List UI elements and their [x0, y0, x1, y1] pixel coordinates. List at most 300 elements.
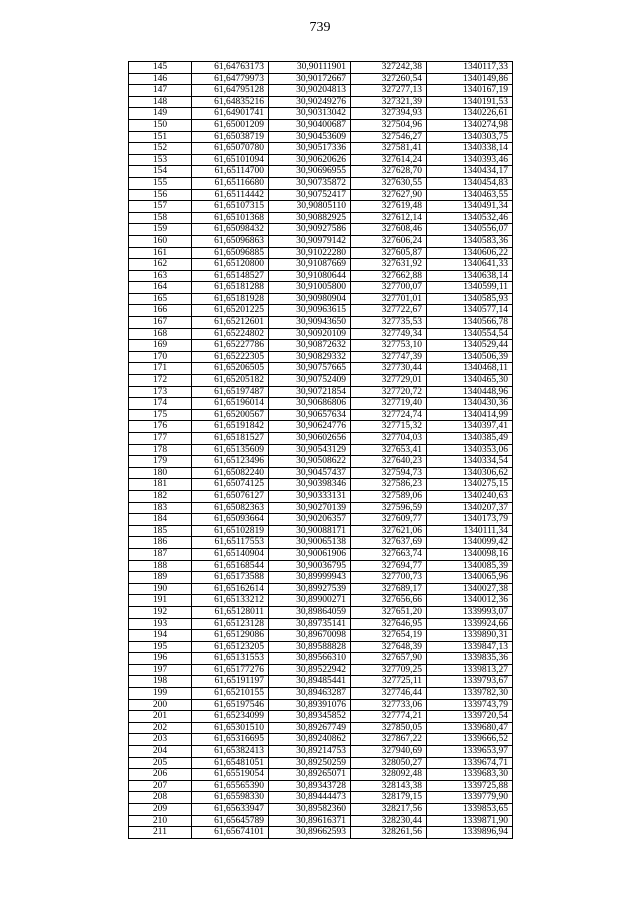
- table-row: [129, 548, 513, 560]
- y-coordinate-cell: 1340207,37: [427, 502, 513, 514]
- point-number-cell: 164: [129, 282, 192, 294]
- point-number-cell: 184: [129, 514, 192, 526]
- longitude-cell: 30,90920109: [269, 328, 351, 340]
- y-coordinate-cell: 1340491,34: [427, 201, 513, 213]
- x-coordinate-cell: 327850,05: [351, 722, 427, 734]
- point-number-cell: 186: [129, 537, 192, 549]
- y-coordinate-cell: 1339813,27: [427, 664, 513, 676]
- table-row: [129, 490, 513, 502]
- y-coordinate-cell: 1340430,36: [427, 398, 513, 410]
- x-coordinate-cell: 327733,06: [351, 699, 427, 711]
- table-row: [129, 363, 513, 375]
- longitude-cell: 30,91005800: [269, 282, 351, 294]
- table-row: [129, 699, 513, 711]
- y-coordinate-cell: 1339720,54: [427, 711, 513, 723]
- longitude-cell: 30,90508622: [269, 456, 351, 468]
- longitude-cell: 30,89444473: [269, 792, 351, 804]
- x-coordinate-cell: 327651,20: [351, 606, 427, 618]
- latitude-cell: 61,65114442: [192, 189, 269, 201]
- y-coordinate-cell: 1339853,65: [427, 804, 513, 816]
- latitude-cell: 61,65222305: [192, 351, 269, 363]
- latitude-cell: 61,64901741: [192, 108, 269, 120]
- longitude-cell: 30,90752417: [269, 189, 351, 201]
- y-coordinate-cell: 1339683,30: [427, 769, 513, 781]
- table-row: [129, 780, 513, 792]
- table-row: [129, 351, 513, 363]
- y-coordinate-cell: 1340465,30: [427, 375, 513, 387]
- table-row: [129, 386, 513, 398]
- point-number-cell: 167: [129, 317, 192, 329]
- y-coordinate-cell: 1339993,07: [427, 606, 513, 618]
- x-coordinate-cell: 327630,55: [351, 177, 427, 189]
- point-number-cell: 173: [129, 386, 192, 398]
- point-number-cell: 195: [129, 641, 192, 653]
- point-number-cell: 165: [129, 293, 192, 305]
- latitude-cell: 61,65074125: [192, 479, 269, 491]
- table-row: [129, 73, 513, 85]
- y-coordinate-cell: 1339743,79: [427, 699, 513, 711]
- point-number-cell: 202: [129, 722, 192, 734]
- y-coordinate-cell: 1339847,13: [427, 641, 513, 653]
- x-coordinate-cell: 327729,01: [351, 375, 427, 387]
- point-number-cell: 183: [129, 502, 192, 514]
- latitude-cell: 61,65301510: [192, 722, 269, 734]
- coordinates-table: [128, 61, 513, 839]
- point-number-cell: 194: [129, 630, 192, 642]
- x-coordinate-cell: 327700,73: [351, 572, 427, 584]
- y-coordinate-cell: 1340065,96: [427, 572, 513, 584]
- point-number-cell: 171: [129, 363, 192, 375]
- table-row: [129, 154, 513, 166]
- table-row: [129, 421, 513, 433]
- longitude-cell: 30,90620626: [269, 154, 351, 166]
- table-row: [129, 270, 513, 282]
- latitude-cell: 61,65114700: [192, 166, 269, 178]
- longitude-cell: 30,90088171: [269, 525, 351, 537]
- y-coordinate-cell: 1340117,33: [427, 62, 513, 74]
- longitude-cell: 30,91087669: [269, 259, 351, 271]
- point-number-cell: 175: [129, 409, 192, 421]
- table-row: [129, 201, 513, 213]
- point-number-cell: 210: [129, 815, 192, 827]
- latitude-cell: 61,65645789: [192, 815, 269, 827]
- longitude-cell: 30,90882925: [269, 212, 351, 224]
- x-coordinate-cell: 328217,56: [351, 804, 427, 816]
- y-coordinate-cell: 1339835,36: [427, 653, 513, 665]
- y-coordinate-cell: 1340532,46: [427, 212, 513, 224]
- x-coordinate-cell: 328092,48: [351, 769, 427, 781]
- latitude-cell: 61,65101368: [192, 212, 269, 224]
- longitude-cell: 30,90980904: [269, 293, 351, 305]
- point-number-cell: 198: [129, 676, 192, 688]
- point-number-cell: 188: [129, 560, 192, 572]
- y-coordinate-cell: 1340275,15: [427, 479, 513, 491]
- latitude-cell: 61,65082240: [192, 467, 269, 479]
- latitude-cell: 61,65070780: [192, 143, 269, 155]
- table-row: [129, 409, 513, 421]
- latitude-cell: 61,65082363: [192, 502, 269, 514]
- latitude-cell: 61,65168544: [192, 560, 269, 572]
- x-coordinate-cell: 327260,54: [351, 73, 427, 85]
- x-coordinate-cell: 327719,40: [351, 398, 427, 410]
- point-number-cell: 200: [129, 699, 192, 711]
- latitude-cell: 61,65196014: [192, 398, 269, 410]
- y-coordinate-cell: 1340638,14: [427, 270, 513, 282]
- table-row: [129, 282, 513, 294]
- latitude-cell: 61,65191197: [192, 676, 269, 688]
- point-number-cell: 192: [129, 606, 192, 618]
- longitude-cell: 30,89999943: [269, 572, 351, 584]
- x-coordinate-cell: 327321,39: [351, 96, 427, 108]
- y-coordinate-cell: 1340012,36: [427, 595, 513, 607]
- latitude-cell: 61,65633947: [192, 804, 269, 816]
- point-number-cell: 166: [129, 305, 192, 317]
- table-row: [129, 583, 513, 595]
- point-number-cell: 199: [129, 688, 192, 700]
- y-coordinate-cell: 1340434,17: [427, 166, 513, 178]
- longitude-cell: 30,90398346: [269, 479, 351, 491]
- longitude-cell: 30,89522942: [269, 664, 351, 676]
- latitude-cell: 61,65101094: [192, 154, 269, 166]
- x-coordinate-cell: 327581,41: [351, 143, 427, 155]
- longitude-cell: 30,90270139: [269, 502, 351, 514]
- latitude-cell: 61,65173588: [192, 572, 269, 584]
- longitude-cell: 30,89735141: [269, 618, 351, 630]
- point-number-cell: 154: [129, 166, 192, 178]
- table-row: [129, 560, 513, 572]
- y-coordinate-cell: 1340027,38: [427, 583, 513, 595]
- y-coordinate-cell: 1340099,42: [427, 537, 513, 549]
- longitude-cell: 30,89616371: [269, 815, 351, 827]
- point-number-cell: 201: [129, 711, 192, 723]
- x-coordinate-cell: 328143,38: [351, 780, 427, 792]
- y-coordinate-cell: 1340274,98: [427, 119, 513, 131]
- point-number-cell: 158: [129, 212, 192, 224]
- latitude-cell: 61,65123128: [192, 618, 269, 630]
- x-coordinate-cell: 327774,21: [351, 711, 427, 723]
- longitude-cell: 30,89566310: [269, 653, 351, 665]
- table-row: [129, 166, 513, 178]
- point-number-cell: 190: [129, 583, 192, 595]
- x-coordinate-cell: 327606,24: [351, 235, 427, 247]
- y-coordinate-cell: 1340085,39: [427, 560, 513, 572]
- longitude-cell: 30,90927586: [269, 224, 351, 236]
- latitude-cell: 61,65120800: [192, 259, 269, 271]
- table-row: [129, 189, 513, 201]
- longitude-cell: 30,89214753: [269, 746, 351, 758]
- latitude-cell: 61,65128011: [192, 606, 269, 618]
- latitude-cell: 61,65076127: [192, 490, 269, 502]
- table-row: [129, 618, 513, 630]
- longitude-cell: 30,90686806: [269, 398, 351, 410]
- y-coordinate-cell: 1340303,75: [427, 131, 513, 143]
- point-number-cell: 182: [129, 490, 192, 502]
- y-coordinate-cell: 1340397,41: [427, 421, 513, 433]
- table-row: [129, 734, 513, 746]
- x-coordinate-cell: 327654,19: [351, 630, 427, 642]
- longitude-cell: 30,89250259: [269, 757, 351, 769]
- point-number-cell: 177: [129, 433, 192, 445]
- y-coordinate-cell: 1339871,90: [427, 815, 513, 827]
- longitude-cell: 30,89588828: [269, 641, 351, 653]
- x-coordinate-cell: 327867,22: [351, 734, 427, 746]
- table-row: [129, 525, 513, 537]
- x-coordinate-cell: 327715,32: [351, 421, 427, 433]
- point-number-cell: 160: [129, 235, 192, 247]
- latitude-cell: 61,65181928: [192, 293, 269, 305]
- y-coordinate-cell: 1339725,88: [427, 780, 513, 792]
- table-row: [129, 143, 513, 155]
- point-number-cell: 148: [129, 96, 192, 108]
- latitude-cell: 61,65098432: [192, 224, 269, 236]
- x-coordinate-cell: 327720,72: [351, 386, 427, 398]
- y-coordinate-cell: 1340173,79: [427, 514, 513, 526]
- table-row: [129, 247, 513, 259]
- latitude-cell: 61,65140904: [192, 548, 269, 560]
- table-row: [129, 433, 513, 445]
- latitude-cell: 61,65131553: [192, 653, 269, 665]
- x-coordinate-cell: 327694,77: [351, 560, 427, 572]
- x-coordinate-cell: 327662,88: [351, 270, 427, 282]
- latitude-cell: 61,65316695: [192, 734, 269, 746]
- table-row: [129, 444, 513, 456]
- point-number-cell: 185: [129, 525, 192, 537]
- y-coordinate-cell: 1340334,54: [427, 456, 513, 468]
- y-coordinate-cell: 1340585,93: [427, 293, 513, 305]
- x-coordinate-cell: 327612,14: [351, 212, 427, 224]
- y-coordinate-cell: 1340111,34: [427, 525, 513, 537]
- latitude-cell: 61,65181288: [192, 282, 269, 294]
- y-coordinate-cell: 1340599,11: [427, 282, 513, 294]
- x-coordinate-cell: 327735,53: [351, 317, 427, 329]
- latitude-cell: 61,65162614: [192, 583, 269, 595]
- longitude-cell: 30,90757665: [269, 363, 351, 375]
- longitude-cell: 30,90624776: [269, 421, 351, 433]
- x-coordinate-cell: 327586,23: [351, 479, 427, 491]
- x-coordinate-cell: 327657,90: [351, 653, 427, 665]
- point-number-cell: 209: [129, 804, 192, 816]
- point-number-cell: 178: [129, 444, 192, 456]
- longitude-cell: 30,90872632: [269, 340, 351, 352]
- point-number-cell: 204: [129, 746, 192, 758]
- latitude-cell: 61,65038719: [192, 131, 269, 143]
- x-coordinate-cell: 327746,44: [351, 688, 427, 700]
- point-number-cell: 174: [129, 398, 192, 410]
- table-row: [129, 537, 513, 549]
- table-row: [129, 235, 513, 247]
- y-coordinate-cell: 1340385,49: [427, 433, 513, 445]
- y-coordinate-cell: 1340338,14: [427, 143, 513, 155]
- y-coordinate-cell: 1340226,61: [427, 108, 513, 120]
- point-number-cell: 181: [129, 479, 192, 491]
- y-coordinate-cell: 1339896,94: [427, 827, 513, 839]
- x-coordinate-cell: 327646,95: [351, 618, 427, 630]
- latitude-cell: 61,65200567: [192, 409, 269, 421]
- longitude-cell: 30,89345852: [269, 711, 351, 723]
- point-number-cell: 157: [129, 201, 192, 213]
- latitude-cell: 61,64763173: [192, 62, 269, 74]
- latitude-cell: 61,65197546: [192, 699, 269, 711]
- latitude-cell: 61,65382413: [192, 746, 269, 758]
- longitude-cell: 30,90333131: [269, 490, 351, 502]
- table-row: [129, 85, 513, 97]
- latitude-cell: 61,65205182: [192, 375, 269, 387]
- latitude-cell: 61,65148527: [192, 270, 269, 282]
- latitude-cell: 61,65181527: [192, 433, 269, 445]
- x-coordinate-cell: 327614,24: [351, 154, 427, 166]
- point-number-cell: 207: [129, 780, 192, 792]
- latitude-cell: 61,65481051: [192, 757, 269, 769]
- longitude-cell: 30,90453609: [269, 131, 351, 143]
- longitude-cell: 30,89267749: [269, 722, 351, 734]
- y-coordinate-cell: 1340454,83: [427, 177, 513, 189]
- table-row: [129, 804, 513, 816]
- y-coordinate-cell: 1339666,52: [427, 734, 513, 746]
- y-coordinate-cell: 1340191,53: [427, 96, 513, 108]
- y-coordinate-cell: 1340506,39: [427, 351, 513, 363]
- latitude-cell: 61,65201225: [192, 305, 269, 317]
- latitude-cell: 61,65123205: [192, 641, 269, 653]
- table-row: [129, 722, 513, 734]
- point-number-cell: 211: [129, 827, 192, 839]
- longitude-cell: 30,90517336: [269, 143, 351, 155]
- table-row: [129, 514, 513, 526]
- x-coordinate-cell: 327619,48: [351, 201, 427, 213]
- x-coordinate-cell: 327504,96: [351, 119, 427, 131]
- table-row: [129, 664, 513, 676]
- latitude-cell: 61,65224802: [192, 328, 269, 340]
- latitude-cell: 61,65674101: [192, 827, 269, 839]
- longitude-cell: 30,89927539: [269, 583, 351, 595]
- table-row: [129, 827, 513, 839]
- y-coordinate-cell: 1340566,78: [427, 317, 513, 329]
- longitude-cell: 30,91080644: [269, 270, 351, 282]
- table-row: [129, 96, 513, 108]
- point-number-cell: 152: [129, 143, 192, 155]
- y-coordinate-cell: 1340463,55: [427, 189, 513, 201]
- longitude-cell: 30,90829332: [269, 351, 351, 363]
- latitude-cell: 61,65519054: [192, 769, 269, 781]
- latitude-cell: 61,65133212: [192, 595, 269, 607]
- x-coordinate-cell: 327605,87: [351, 247, 427, 259]
- longitude-cell: 30,90963615: [269, 305, 351, 317]
- y-coordinate-cell: 1340306,62: [427, 467, 513, 479]
- table-row: [129, 293, 513, 305]
- table-row: [129, 572, 513, 584]
- table-row: [129, 630, 513, 642]
- table-row: [129, 792, 513, 804]
- longitude-cell: 30,90543129: [269, 444, 351, 456]
- point-number-cell: 155: [129, 177, 192, 189]
- point-number-cell: 197: [129, 664, 192, 676]
- y-coordinate-cell: 1340529,44: [427, 340, 513, 352]
- latitude-cell: 61,65123496: [192, 456, 269, 468]
- table-row: [129, 131, 513, 143]
- point-number-cell: 153: [129, 154, 192, 166]
- table-row: [129, 259, 513, 271]
- point-number-cell: 168: [129, 328, 192, 340]
- x-coordinate-cell: 327753,10: [351, 340, 427, 352]
- x-coordinate-cell: 327653,41: [351, 444, 427, 456]
- y-coordinate-cell: 1340468,11: [427, 363, 513, 375]
- point-number-cell: 156: [129, 189, 192, 201]
- x-coordinate-cell: 327640,23: [351, 456, 427, 468]
- table-row: [129, 711, 513, 723]
- y-coordinate-cell: 1340556,07: [427, 224, 513, 236]
- point-number-cell: 191: [129, 595, 192, 607]
- x-coordinate-cell: 328050,27: [351, 757, 427, 769]
- longitude-cell: 30,90065138: [269, 537, 351, 549]
- x-coordinate-cell: 327730,44: [351, 363, 427, 375]
- point-number-cell: 206: [129, 769, 192, 781]
- table-row: [129, 328, 513, 340]
- x-coordinate-cell: 327621,06: [351, 525, 427, 537]
- x-coordinate-cell: 327609,77: [351, 514, 427, 526]
- x-coordinate-cell: 328230,44: [351, 815, 427, 827]
- longitude-cell: 30,90400687: [269, 119, 351, 131]
- latitude-cell: 61,65234099: [192, 711, 269, 723]
- latitude-cell: 61,64835216: [192, 96, 269, 108]
- longitude-cell: 30,90602656: [269, 433, 351, 445]
- latitude-cell: 61,65093664: [192, 514, 269, 526]
- longitude-cell: 30,89265071: [269, 769, 351, 781]
- latitude-cell: 61,65102819: [192, 525, 269, 537]
- x-coordinate-cell: 327689,17: [351, 583, 427, 595]
- longitude-cell: 30,89485441: [269, 676, 351, 688]
- table-row: [129, 317, 513, 329]
- latitude-cell: 61,65001209: [192, 119, 269, 131]
- table-row: [129, 757, 513, 769]
- y-coordinate-cell: 1340353,06: [427, 444, 513, 456]
- y-coordinate-cell: 1340414,99: [427, 409, 513, 421]
- latitude-cell: 61,64795128: [192, 85, 269, 97]
- point-number-cell: 172: [129, 375, 192, 387]
- table-row: [129, 641, 513, 653]
- point-number-cell: 205: [129, 757, 192, 769]
- x-coordinate-cell: 327596,59: [351, 502, 427, 514]
- latitude-cell: 61,65177276: [192, 664, 269, 676]
- longitude-cell: 30,90111901: [269, 62, 351, 74]
- table-row: [129, 746, 513, 758]
- point-number-cell: 180: [129, 467, 192, 479]
- point-number-cell: 162: [129, 259, 192, 271]
- latitude-cell: 61,65565390: [192, 780, 269, 792]
- longitude-cell: 30,90457437: [269, 467, 351, 479]
- longitude-cell: 30,89662593: [269, 827, 351, 839]
- longitude-cell: 30,90696955: [269, 166, 351, 178]
- point-number-cell: 169: [129, 340, 192, 352]
- y-coordinate-cell: 1339793,67: [427, 676, 513, 688]
- longitude-cell: 30,89463287: [269, 688, 351, 700]
- point-number-cell: 179: [129, 456, 192, 468]
- table-row: [129, 375, 513, 387]
- table-row: [129, 177, 513, 189]
- point-number-cell: 149: [129, 108, 192, 120]
- latitude-cell: 61,65096885: [192, 247, 269, 259]
- longitude-cell: 30,90206357: [269, 514, 351, 526]
- table-body: [129, 62, 513, 839]
- point-number-cell: 203: [129, 734, 192, 746]
- y-coordinate-cell: 1340641,33: [427, 259, 513, 271]
- latitude-cell: 61,65227786: [192, 340, 269, 352]
- latitude-cell: 61,65206505: [192, 363, 269, 375]
- longitude-cell: 30,89670098: [269, 630, 351, 642]
- latitude-cell: 61,65212601: [192, 317, 269, 329]
- point-number-cell: 176: [129, 421, 192, 433]
- longitude-cell: 30,91022280: [269, 247, 351, 259]
- point-number-cell: 189: [129, 572, 192, 584]
- y-coordinate-cell: 1340098,16: [427, 548, 513, 560]
